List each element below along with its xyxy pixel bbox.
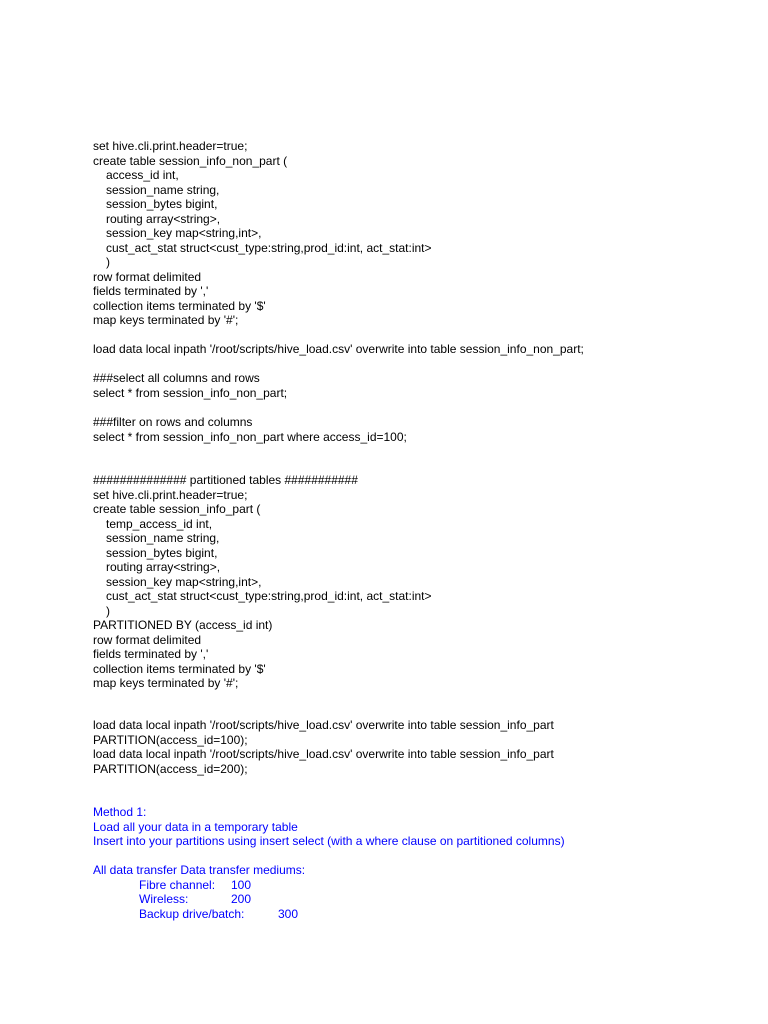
medium-name: Fibre channel: xyxy=(139,877,216,892)
load-part-block xyxy=(93,718,554,776)
code-line: select * from session_info_non_part; xyxy=(93,385,288,400)
code-line: row format delimited xyxy=(93,269,202,284)
code-line: fields terminated by ',' xyxy=(93,284,209,298)
code-line: map keys terminated by '#'; xyxy=(93,313,239,327)
code-line: PARTITION(access_id=200); xyxy=(93,761,248,776)
code-line: session_name string, xyxy=(106,531,220,545)
create-non-part-table-block xyxy=(93,139,432,328)
code-line: access_id int, xyxy=(106,168,179,182)
code-line: PARTITION(access_id=100); xyxy=(93,732,248,747)
method-step: Insert into your partitions using insert select (with a where clause on partitioned columns) xyxy=(93,834,565,848)
medium-value: 300 xyxy=(278,906,299,921)
code-line: fields terminated by ',' xyxy=(93,647,209,661)
medium-name: Backup drive/batch: xyxy=(139,906,245,921)
mediums-heading: All data transfer Data transfer mediums: xyxy=(93,863,306,877)
code-line: PARTITIONED BY (access_id int) xyxy=(93,618,273,632)
medium-row xyxy=(93,907,693,922)
code-line: routing array<string>, xyxy=(106,560,221,574)
code-line: ) xyxy=(106,603,110,618)
code-line: session_name string, xyxy=(106,182,220,197)
medium-value: 200 xyxy=(231,892,252,906)
select-all-block xyxy=(93,371,287,400)
code-line: map keys terminated by '#'; xyxy=(93,676,239,690)
comment-line: ############## partitioned tables ########### xyxy=(93,473,358,487)
method-title: Method 1: xyxy=(93,805,147,819)
code-line: session_key map<string,int>, xyxy=(106,226,262,240)
method-note xyxy=(93,805,565,849)
code-line: set hive.cli.print.header=true; xyxy=(93,139,248,153)
code-line: temp_access_id int, xyxy=(106,516,213,531)
code-line: load data local inpath '/root/scripts/hive_load.csv' overwrite into table session_info_part xyxy=(93,718,554,732)
code-line: collection items terminated by '$' xyxy=(93,298,266,313)
code-line: load data local inpath '/root/scripts/hive_load.csv' overwrite into table session_info_part xyxy=(93,747,554,761)
code-line: session_key map<string,int>, xyxy=(106,574,262,589)
medium-row xyxy=(93,878,693,893)
comment-line: ###select all columns and rows xyxy=(93,371,260,385)
code-line: routing array<string>, xyxy=(106,211,221,226)
code-line: ) xyxy=(106,255,110,269)
code-line: collection items terminated by '$' xyxy=(93,661,266,676)
code-line: row format delimited xyxy=(93,632,202,647)
create-part-table-block xyxy=(93,473,432,691)
filter-block xyxy=(93,415,407,444)
load-non-part-block xyxy=(93,342,584,357)
code-line: load data local inpath '/root/scripts/hive_load.csv' overwrite into table session_info_non_part; xyxy=(93,342,584,356)
code-line: set hive.cli.print.header=true; xyxy=(93,487,248,502)
transfer-mediums xyxy=(93,863,693,921)
medium-value: 100 xyxy=(231,877,252,892)
code-line: select * from session_info_non_part where access_id=100; xyxy=(93,429,407,444)
medium-row xyxy=(93,892,693,907)
code-line: session_bytes bigint, xyxy=(106,197,218,211)
comment-line: ###filter on rows and columns xyxy=(93,415,253,429)
code-line: cust_act_stat struct<cust_type:string,prod_id:int, act_stat:int> xyxy=(106,240,432,255)
medium-name: Wireless: xyxy=(139,892,189,906)
method-step: Load all your data in a temporary table xyxy=(93,819,298,834)
code-line: session_bytes bigint, xyxy=(106,545,218,560)
code-line: cust_act_stat struct<cust_type:string,prod_id:int, act_stat:int> xyxy=(106,589,432,603)
code-line: create table session_info_part ( xyxy=(93,502,261,516)
code-line: create table session_info_non_part ( xyxy=(93,153,288,168)
